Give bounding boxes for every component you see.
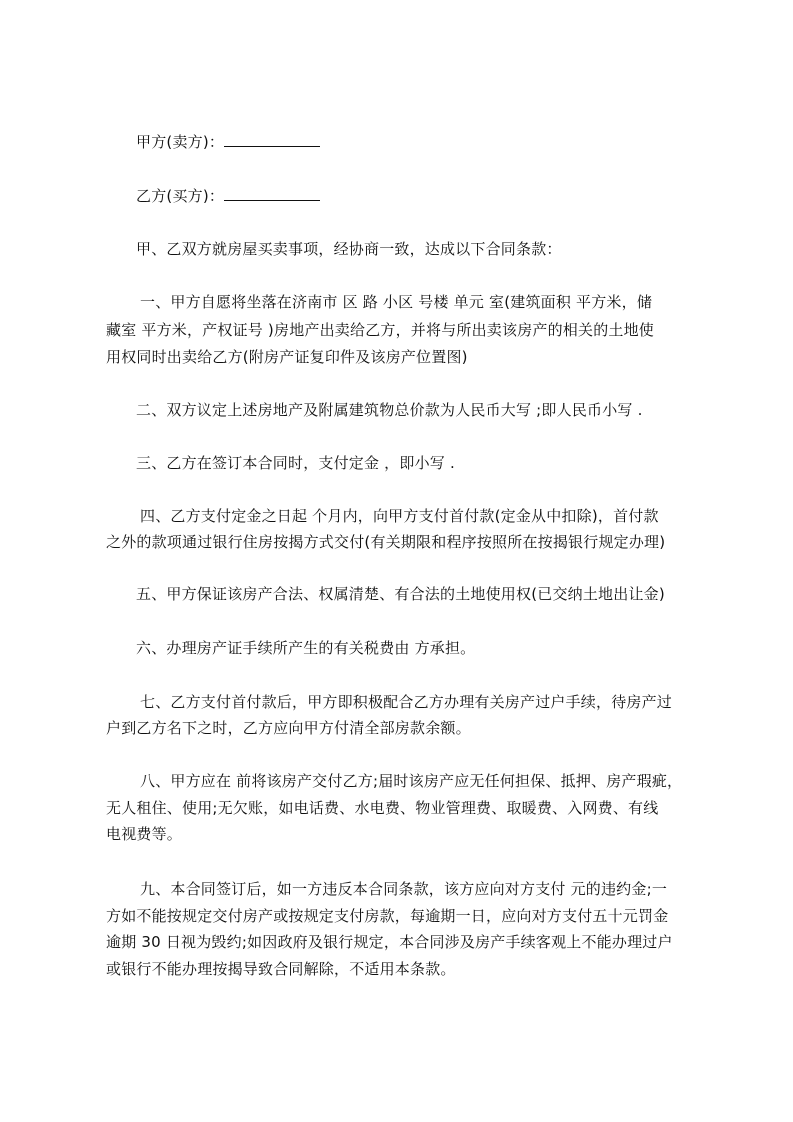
- clause-9-line-3: 逾期 30 日视为毁约;如因政府及银行规定，本合同涉及房产手续客观上不能办理过户: [106, 933, 673, 951]
- clause-1-line-2: 藏室 平方米，产权证号 )房地产出卖给乙方，并将与所出卖该房产的相关的土地使: [106, 321, 654, 339]
- party-b-blank: [224, 186, 320, 201]
- party-a-blank: [224, 132, 320, 147]
- clause-7-line-2: 户到乙方名下之时，乙方应向甲方付清全部房款余额。: [106, 719, 471, 737]
- clause-6-line-1: 六、办理房产证手续所产生的有关税费由 方承担。: [136, 639, 476, 657]
- clause-5-line-1: 五、甲方保证该房产合法、权属清楚、有合法的土地使用权(已交纳土地出让金): [136, 585, 665, 603]
- party-b-label: 乙方(买方)：: [136, 187, 225, 205]
- party-b-line: [136, 186, 320, 206]
- clause-1-line-1: 一、甲方自愿将坐落在济南市 区 路 小区 号楼 单元 室(建筑面积 平方米，储: [140, 293, 653, 311]
- clause-2-line-1: 二、双方议定上述房地产及附属建筑物总价款为人民币大写 ;即人民币小写 .: [136, 401, 643, 419]
- clause-1-line-3: 用权同时出卖给乙方(附房产证复印件及该房产位置图): [106, 348, 468, 366]
- clause-4-line-1: 四、乙方支付定金之日起 个月内，向甲方支付首付款(定金从中扣除)，首付款: [140, 507, 659, 525]
- clause-4-line-2: 之外的款项通过银行住房按揭方式交付(有关期限和程序按照所在按揭银行规定办理): [106, 533, 666, 551]
- clause-8-line-1: 八、甲方应在 前将该房产交付乙方;届时该房产应无任何担保、抵押、房产瑕疵，: [140, 772, 683, 790]
- party-a-line: [136, 132, 320, 152]
- party-a-label: 甲方(卖方)：: [136, 133, 225, 151]
- contract-intro: 甲、乙双方就房屋买卖事项，经协商一致，达成以下合同条款：: [136, 240, 562, 258]
- clause-3-line-1: 三、乙方在签订本合同时，支付定金 ，即小写 .: [136, 454, 455, 472]
- clause-9-line-2: 方如不能按规定交付房产或按规定支付房款，每逾期一日，应向对方支付五十元罚金: [106, 907, 669, 925]
- clause-9-line-1: 九、本合同签订后，如一方违反本合同条款，该方应向对方支付 元的违约金;一: [140, 880, 668, 898]
- clause-8-line-3: 电视费等。: [106, 825, 183, 843]
- clause-9-line-4: 或银行不能办理按揭导致合同解除，不适用本条款。: [106, 960, 456, 978]
- clause-8-line-2: 无人租住、使用;无欠账，如电话费、水电费、物业管理费、取暖费、入网费、有线: [106, 799, 659, 817]
- clause-7-line-1: 七、乙方支付首付款后，甲方即积极配合乙方办理有关房产过户手续，待房产过: [140, 693, 673, 711]
